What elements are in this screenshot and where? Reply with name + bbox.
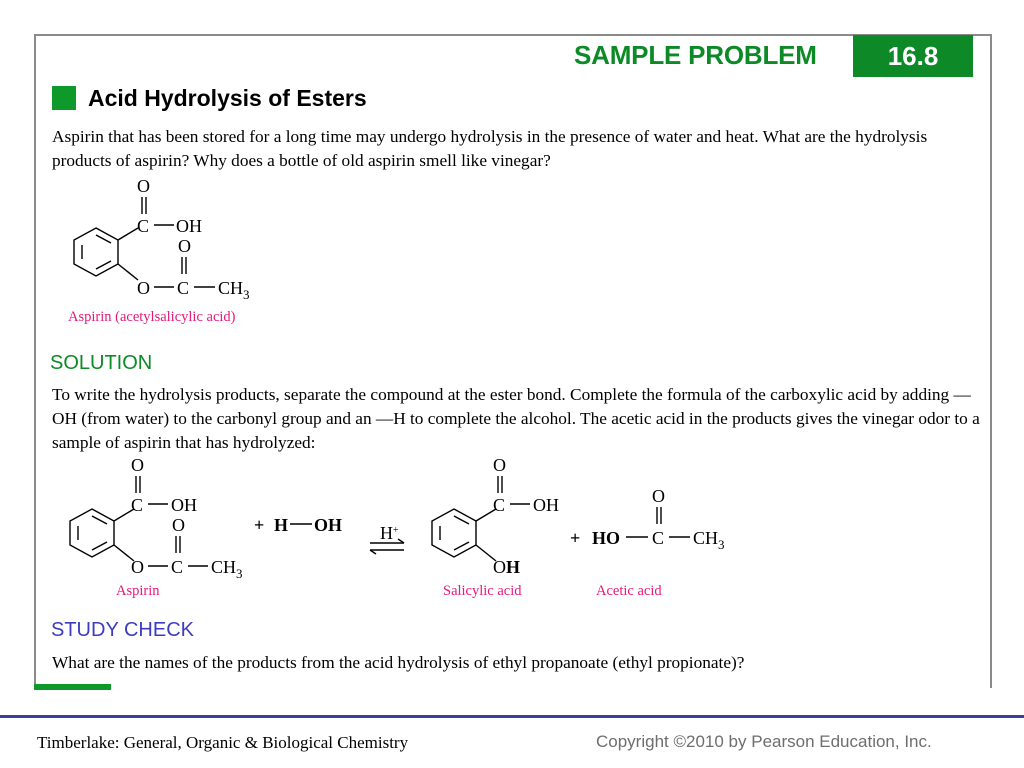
plus-sign-2: + bbox=[570, 528, 581, 548]
catalyst-label: H+ bbox=[380, 523, 399, 543]
reaction-aspirin-structure bbox=[56, 453, 266, 603]
acetic-ho: HO bbox=[592, 528, 621, 548]
svg-text:C: C bbox=[131, 495, 144, 515]
title-bullet-square bbox=[52, 86, 76, 110]
problem-number-badge: 16.8 bbox=[853, 35, 973, 77]
svg-text:CH3: $CH_3$ bbox=[211, 557, 243, 581]
water-oh: OH bbox=[314, 515, 343, 535]
svg-text:C: C bbox=[171, 557, 184, 577]
svg-text:O: O bbox=[652, 486, 665, 506]
aspirin-caption: Aspirin (acetylsalicylic acid) bbox=[68, 309, 236, 325]
svg-text:C: C bbox=[493, 495, 506, 515]
aspirin-o-top: O bbox=[137, 176, 150, 196]
study-check-heading: STUDY CHECK bbox=[51, 619, 194, 641]
footer-book-title: Timberlake: General, Organic & Biological Chemistry bbox=[37, 733, 409, 752]
acetic-caption: Acetic acid bbox=[596, 583, 662, 599]
problem-title: Acid Hydrolysis of Esters bbox=[88, 85, 367, 111]
svg-text:CH3: $CH_3$ bbox=[693, 528, 725, 552]
svg-text:O: O bbox=[172, 515, 185, 535]
water-h: H bbox=[274, 515, 289, 535]
aspirin-c-acid: C bbox=[137, 216, 150, 236]
aspirin-structure bbox=[60, 172, 270, 332]
svg-text:O: O bbox=[493, 455, 506, 475]
solution-heading: SOLUTION bbox=[50, 352, 153, 374]
salicylic-caption: Salicylic acid bbox=[443, 583, 522, 599]
reaction-aspirin-caption: Aspirin bbox=[116, 583, 160, 599]
study-check-question: What are the names of the products from the acid hydrolysis of ethyl propanoate (ethyl propionate)? bbox=[52, 653, 745, 672]
sample-problem-label: SAMPLE PROBLEM bbox=[574, 40, 817, 70]
aspirin-oh: OH bbox=[176, 216, 202, 236]
footer-copyright: Copyright ©2010 by Pearson Education, Inc. bbox=[596, 732, 932, 751]
svg-text:OH: OH bbox=[533, 495, 559, 515]
plus-sign: + bbox=[254, 515, 265, 535]
svg-text:OH: OH bbox=[171, 495, 197, 515]
svg-text:C: C bbox=[652, 528, 665, 548]
footer-rule bbox=[0, 715, 1024, 718]
salicylic-oh: OH bbox=[493, 557, 521, 577]
aspirin-ch3: $CH_3$ bbox=[218, 278, 250, 302]
aspirin-o-ester: O bbox=[137, 278, 150, 298]
solution-text: To write the hydrolysis products, separate the compound at the ester bond. Complete the formula of the carboxylic acid by adding —OH (from water) to the carbonyl group and an —H to complete the alcohol. The acetic acid in the products gives the vinegar odor to a sample of aspirin that has hydrolyzed: bbox=[52, 385, 980, 452]
svg-text:O: O bbox=[131, 557, 144, 577]
salicylic-acid-structure bbox=[418, 453, 588, 603]
aspirin-c-ester: C bbox=[177, 278, 190, 298]
frame-accent-bar bbox=[34, 684, 111, 690]
water-and-catalyst bbox=[250, 505, 420, 565]
acetic-acid-structure bbox=[566, 482, 756, 602]
problem-statement: Aspirin that has been stored for a long time may undergo hydrolysis in the presence of water and heat. What are the hydrolysis products of aspirin? Why does a bottle of old aspirin smell like vinegar? bbox=[52, 127, 928, 170]
svg-text:O: O bbox=[131, 455, 144, 475]
aspirin-o-ester-dbl: O bbox=[178, 236, 191, 256]
